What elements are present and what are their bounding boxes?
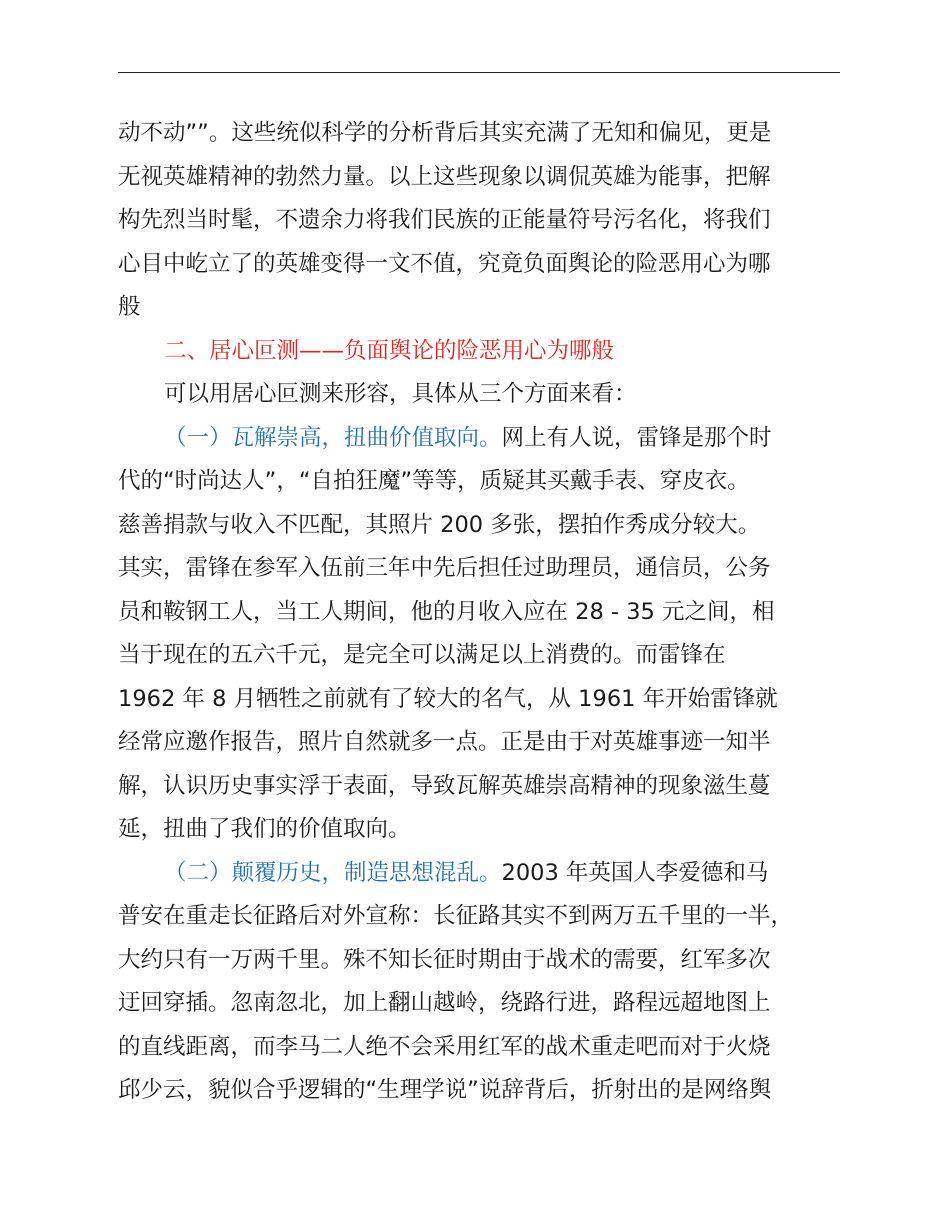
body-text: 2003 年英国人李爱德和马 xyxy=(501,859,769,886)
body-text: 网上有人说，雷锋是那个时 xyxy=(501,424,772,451)
body-line: 解，认识历史事实浮于表面，导致瓦解英雄崇高精神的现象滋生蔓 xyxy=(118,772,771,799)
subsection-1-first-line xyxy=(118,417,846,461)
section-heading: 二、居心叵测——负面舆论的险恶用心为哪般 xyxy=(164,337,615,364)
body-line: 慈善捐款与收入不匹配，其照片 200 多张，摆拍作秀成分较大。 xyxy=(118,511,761,538)
body-line: 代的“时尚达人”，“自拍狂魔”等等，质疑其买戴手表、穿皮衣。 xyxy=(118,468,750,494)
body-line: 构先烈当时髦，不遗余力将我们民族的正能量符号污名化，将我们 xyxy=(118,207,771,233)
body-line: 延，扭曲了我们的价值取向。 xyxy=(118,816,411,842)
body-line: 般 xyxy=(118,294,141,320)
body-line: 其实，雷锋在参军入伍前三年中先后担任过助理员，通信员，公务 xyxy=(118,555,771,581)
body-line: 迂回穿插。忽南忽北，加上翻山越岭，绕路行进，路程远超地图上 xyxy=(118,990,771,1016)
body-line: 员和鞍钢工人，当工人期间，他的月收入应在 28 - 35 元之间，相 xyxy=(118,598,775,625)
body-line: 动不动””。这些统似科学的分析背后其实充满了无知和偏见，更是 xyxy=(118,120,772,146)
body-line: 心目中屹立了的英雄变得一文不值，究竟负面舆论的险恶用心为哪 xyxy=(118,250,771,277)
body-line: 1962 年 8 月牺牲之前就有了较大的名气，从 1961 年开始雷锋就 xyxy=(118,685,778,712)
body-line: 经常应邀作报告，照片自然就多一点。正是由于对英雄事迹一知半 xyxy=(118,729,771,755)
subsection-1-title: （一）瓦解崇高，扭曲价值取向。 xyxy=(164,424,502,451)
body-line: 无视英雄精神的勃然力量。以上这些现象以调侃英雄为能事，把解 xyxy=(118,163,771,190)
body-line: 的直线距离，而李马二人绝不会采用红军的战术重走吧而对于火烧 xyxy=(118,1033,771,1060)
intro-line: 可以用居心叵测来形容，具体从三个方面来看： xyxy=(164,381,637,407)
body-line: 邱少云，貌似合乎逻辑的“生理学说”说辞背后，折射出的是网络舆 xyxy=(118,1077,772,1103)
subsection-2-first-line xyxy=(118,852,846,896)
body-line: 当于现在的五六千元，是完全可以满足以上消费的。而雷锋在 xyxy=(118,642,726,668)
body-line: 普安在重走长征路后对外宣称：长征路其实不到两万五千里的一半， xyxy=(118,903,794,929)
subsection-2-title: （二）颠覆历史，制造思想混乱。 xyxy=(164,859,502,886)
document-body xyxy=(118,112,846,1113)
body-line: 大约只有一万两千里。殊不知长征时期由于战术的需要，红军多次 xyxy=(118,946,771,973)
header-rule xyxy=(118,72,840,73)
